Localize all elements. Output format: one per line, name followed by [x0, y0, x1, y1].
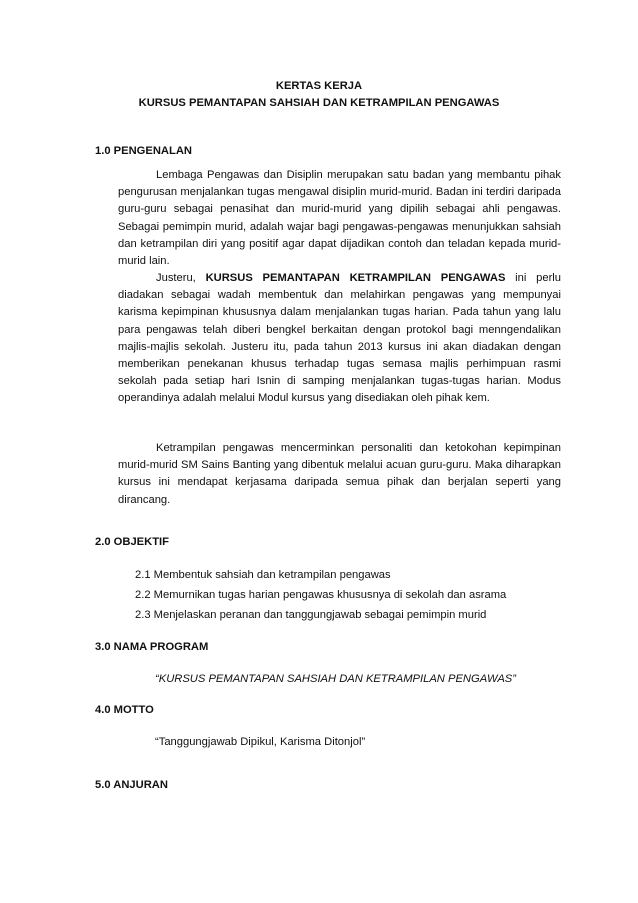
objective-item: 2.1 Membentuk sahsiah dan ketrampilan pengawas	[135, 569, 391, 581]
paragraph-intro-2-lead: Justeru,	[156, 272, 206, 284]
paragraph-intro-1: Lembaga Pengawas dan Disiplin merupakan satu badan yang membantu pihak pengurusan menjalankan tugas mengawal disiplin murid-murid. Badan ini terdiri daripada guru-guru sebagai penasihat dan murid-murid yang dipilih sebagai ahli pengawas. Sebagai pemimpin murid, adalah wajar bagi pengawas-pengawas menunjukkan sahsiah dan ketrampilan diri yang positif agar dapat dijadikan contoh dan teladan kepada murid-murid lain.	[118, 169, 561, 268]
motto-text: “Tanggungjawab Dipikul, Karisma Ditonjol”	[155, 736, 366, 748]
document-subtitle: KURSUS PEMANTAPAN SAHSIAH DAN KETRAMPILAN PENGAWAS	[138, 97, 500, 109]
course-name-bold: KURSUS PEMANTAPAN KETRAMPILAN PENGAWAS	[205, 272, 506, 284]
section-heading-motto: 4.0 MOTTO	[95, 704, 154, 716]
document-title: KERTAS KERJA	[275, 80, 363, 92]
section-heading-objektif: 2.0 OBJEKTIF	[95, 536, 169, 548]
objective-item: 2.3 Menjelaskan peranan dan tanggungjawab sebagai pemimpin murid	[135, 609, 487, 621]
section-heading-nama-program: 3.0 NAMA PROGRAM	[95, 641, 209, 653]
objective-item: 2.2 Memurnikan tugas harian pengawas khususnya di sekolah dan asrama	[135, 589, 507, 601]
section-heading-pengenalan: 1.0 PENGENALAN	[95, 145, 192, 157]
paragraph-intro-3: Ketrampilan pengawas mencerminkan personaliti dan ketokohan kepimpinan murid-murid SM Sains Banting yang dibentuk melalui acuan guru-guru. Maka diharapkan kursus ini mendapat kerjasama daripada semua pihak dan berjalan seperti yang dirancang.	[118, 442, 561, 506]
program-name: “KURSUS PEMANTAPAN SAHSIAH DAN KETRAMPILAN PENGAWAS”	[155, 673, 516, 685]
paragraph-intro-2-rest: ini perlu diadakan sebagai wadah membentuk dan melahirkan pengawas yang mempunyai karisma kepimpinan khususnya dalam menjalankan tugas harian. Pada tahun yang lalu para pengawas telah diberi bengkel berkaitan dengan protokol bagi menngendalikan majlis-majlis sekolah. Justeru itu, pada tahun 2013 kursus ini akan diadakan dengan memberikan penekanan khusus terhadap tugas semasa majlis perhimpuan rasmi sekolah pada setiap hari Isnin di samping menjalankan tugas-tugas harian. Modus operandinya adalah melalui Modul kursus yang disediakan oleh pihak kem.	[118, 272, 562, 405]
section-heading-anjuran: 5.0 ANJURAN	[95, 779, 168, 791]
paragraph-intro-2	[118, 270, 561, 408]
